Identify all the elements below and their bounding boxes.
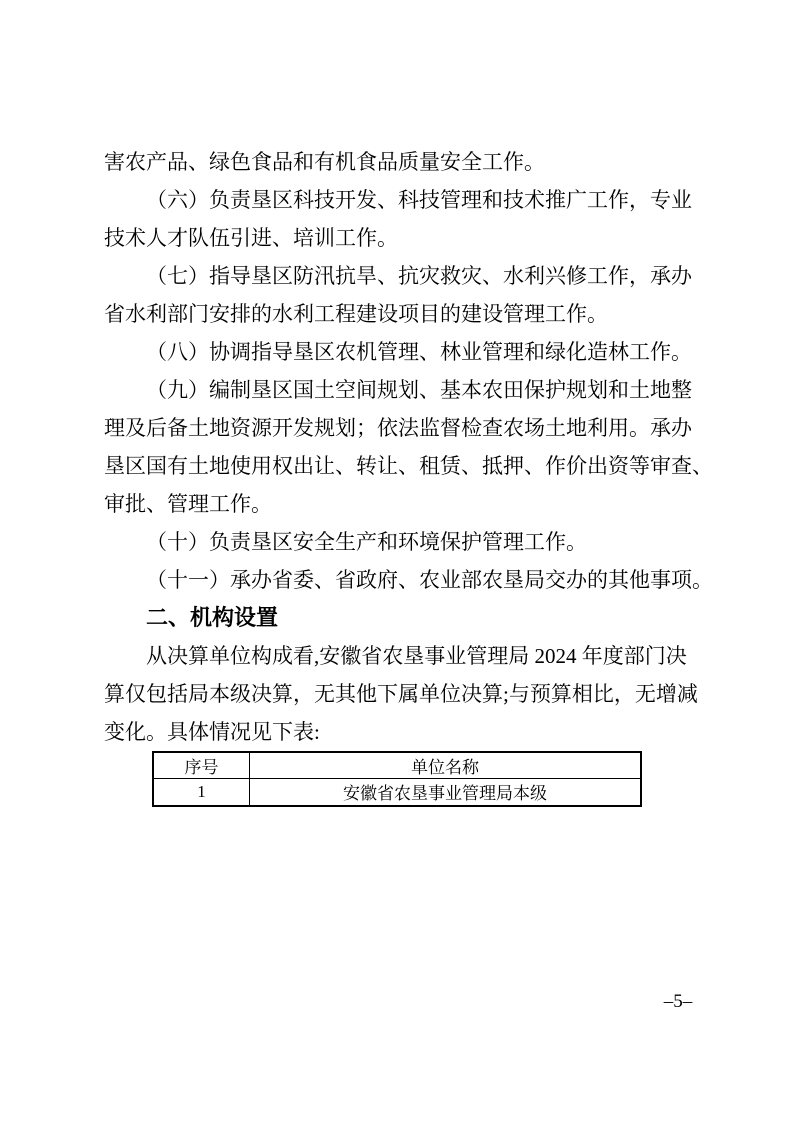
table-cell-seq: 1 xyxy=(153,779,250,806)
body-line: （十）负责垦区安全生产和环境保护管理工作。 xyxy=(146,530,587,554)
table-header-row xyxy=(153,752,641,779)
units-table xyxy=(152,751,642,807)
units-table-container xyxy=(152,751,642,807)
body-line: （六）负责垦区科技开发、科技管理和技术推广工作，专业 xyxy=(146,188,692,212)
table-header-name: 单位名称 xyxy=(250,752,642,779)
body-line: （十一）承办省委、省政府、农业部农垦局交办的其他事项。 xyxy=(146,568,713,592)
body-line: （九）编制垦区国土空间规划、基本农田保护规划和土地整 xyxy=(146,378,692,402)
body-line: 从决算单位构成看,安徽省农垦事业管理局 2024 年度部门决 xyxy=(146,644,687,668)
body-line: 算仅包括局本级决算，无其他下属单位决算;与预算相比，无增减 xyxy=(104,682,698,706)
body-line: 技术人才队伍引进、培训工作。 xyxy=(104,226,398,250)
body-line: 垦区国有土地使用权出让、转让、租赁、抵押、作价出资等审查、 xyxy=(104,454,713,478)
body-line: （八）协调指导垦区农机管理、林业管理和绿化造林工作。 xyxy=(146,340,692,364)
table-row xyxy=(153,779,641,806)
body-line: （七）指导垦区防汛抗旱、抗灾救灾、水利兴修工作，承办 xyxy=(146,264,692,288)
body-line: 变化。具体情况见下表: xyxy=(104,720,320,744)
section-heading: 二、机构设置 xyxy=(146,605,279,630)
body-line: 省水利部门安排的水利工程建设项目的建设管理工作。 xyxy=(104,302,608,326)
table-header-seq: 序号 xyxy=(153,752,250,779)
page-number: –5– xyxy=(663,991,693,1012)
document-body xyxy=(104,143,713,751)
table-cell-name: 安徽省农垦事业管理局本级 xyxy=(250,779,642,806)
body-line: 审批、管理工作。 xyxy=(104,492,272,516)
body-line: 理及后备土地资源开发规划；依法监督检查农场土地利用。承办 xyxy=(104,416,692,440)
body-line: 害农产品、绿色食品和有机食品质量安全工作。 xyxy=(104,150,545,174)
